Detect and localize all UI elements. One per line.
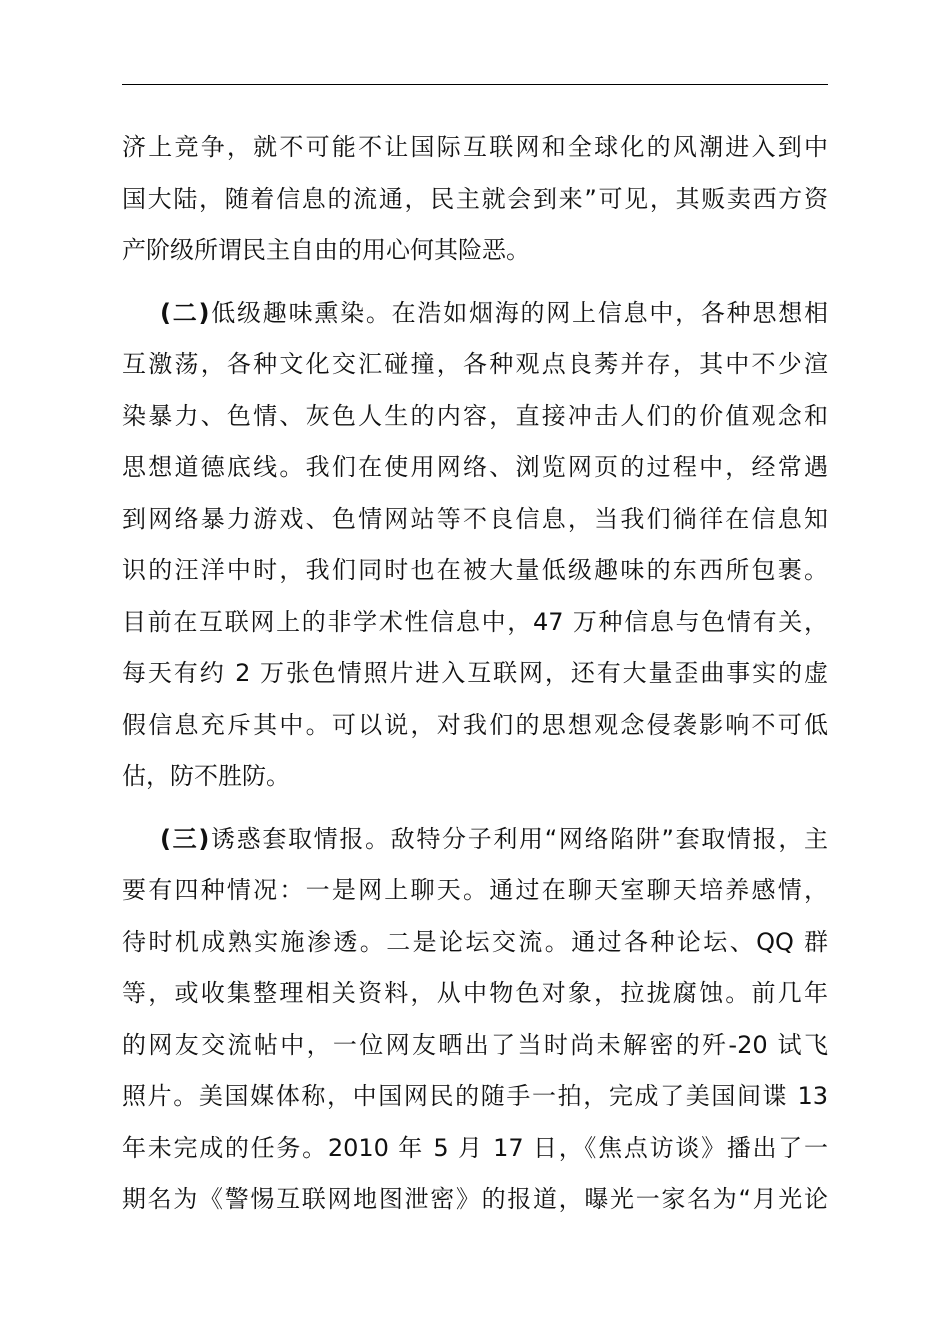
text-line: 目前在互联网上的非学术性信息中，47 万种信息与色情有关，: [122, 607, 828, 636]
text-line: 济上竞争，就不可能不让国际互联网和全球化的风潮进入到中: [122, 133, 828, 161]
section-number: (二): [160, 298, 210, 327]
text-line: 的网友交流帖中，一位网友晒出了当时尚未解密的歼-20 试飞: [122, 1030, 828, 1059]
text-line: 到网络暴力游戏、色情网站等不良信息，当我们徜徉在信息知: [122, 504, 828, 533]
text-line: 假信息充斥其中。可以说，对我们的思想观念侵袭影响不可低: [122, 710, 828, 739]
text-line: 要有四种情况：一是网上聊天。通过在聊天室聊天培养感情，: [122, 876, 828, 904]
text-line: 年未完成的任务。2010 年 5 月 17 日，《焦点访谈》播出了一: [122, 1133, 828, 1162]
text-line: 产阶级所谓民主自由的用心何其险恶。: [122, 236, 530, 264]
text-line: 思想道德底线。我们在使用网络、浏览网页的过程中，经常遇: [122, 453, 828, 481]
text-line: 期名为《警惕互联网地图泄密》的报道，曝光一家名为“月光论: [122, 1185, 828, 1213]
section-first-line: 低级趣味熏染。在浩如烟海的网上信息中，各种思想相: [209, 298, 829, 327]
text-line: 估，防不胜防。: [122, 762, 290, 790]
text-line: 照片。美国媒体称，中国网民的随手一拍，完成了美国间谍 13: [122, 1082, 828, 1110]
document-body: [122, 122, 828, 1226]
paragraph-3: [122, 814, 828, 1226]
text-line: 待时机成熟实施渗透。二是论坛交流。通过各种论坛、QQ 群: [122, 927, 828, 956]
section-first-line: 诱惑套取情报。敌特分子利用“网络陷阱”套取情报，主: [209, 824, 829, 853]
header-rule: [122, 84, 828, 85]
paragraph-1: [122, 122, 828, 277]
text-line: 每天有约 2 万张色情照片进入互联网，还有大量歪曲事实的虚: [122, 659, 828, 687]
section-number: (三): [160, 824, 210, 853]
text-line: 等，或收集整理相关资料，从中物色对象，拉拢腐蚀。前几年: [122, 979, 828, 1007]
paragraph-2: [122, 288, 828, 803]
text-line: 染暴力、色情、灰色人生的内容，直接冲击人们的价值观念和: [122, 401, 828, 430]
text-line: 互激荡，各种文化交汇碰撞，各种观点良莠并存，其中不少渲: [122, 350, 828, 378]
text-line: 国大陆，随着信息的流通，民主就会到来”可见，其贩卖西方资: [122, 184, 828, 213]
text-line: [122, 814, 828, 866]
text-line: 识的汪洋中时，我们同时也在被大量低级趣味的东西所包裹。: [122, 556, 828, 584]
text-line: [122, 288, 828, 340]
